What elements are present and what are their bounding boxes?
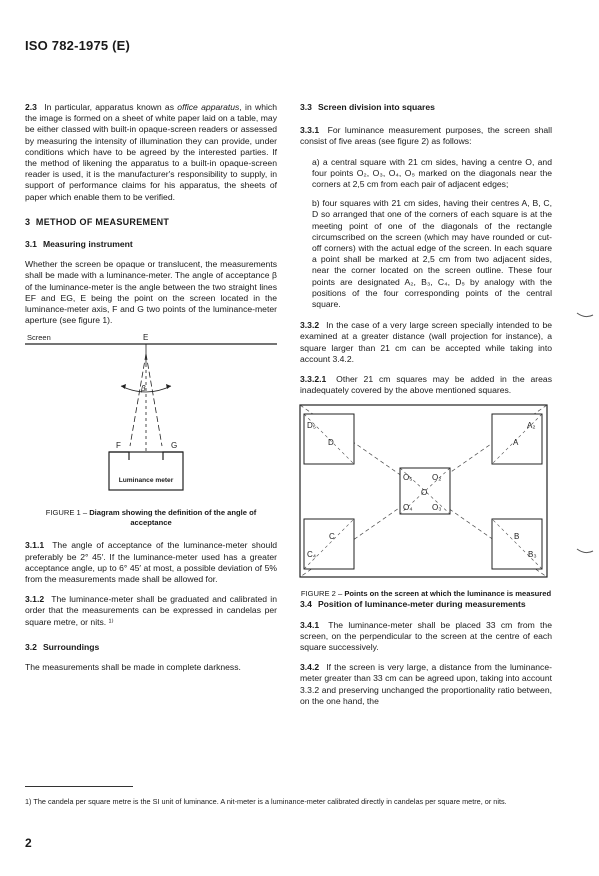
subsection-heading-3-4 [300,599,552,610]
clause-number: 3.4.1 [300,619,320,630]
paragraph-text: For luminance measurement purposes, the screen shall consist of five areas (see figure 2) as follows: [300,125,552,147]
clause-number: 3.1.2 [25,594,45,605]
margin-mark-top [576,310,594,322]
right-column [300,102,552,716]
paragraph-text: The angle of acceptance of the luminance-meter should preferably be 2° 45′. If the luminance-meter used has a greater acceptance angle, up to 6° 45′ at most, a possible deviation of 5% from the measurements made shall be allowed for. [25,540,278,585]
paragraph-text: The luminance-meter shall be placed 33 cm from the screen, on the perpendicular to the screen at the centre of each square successively. [300,619,552,653]
paragraph-3-1-1 [25,540,277,585]
paragraph-text: Other 21 cm squares may be added in the areas inadequately covered by the above mentioned squares. [300,374,552,396]
clause-number: 3.1.1 [25,540,45,551]
paragraph-3-4-2 [300,662,552,707]
beta-label: β [141,384,146,394]
subsection-number: 3.1 [25,239,37,250]
paragraph-text: In particular, apparatus known as [44,102,178,112]
caption-title: Diagram showing the definition of the angle of acceptance [89,507,257,527]
paragraph-3-4-1 [300,620,552,654]
aperture-left [109,452,129,460]
list-item-b: b) four squares with 21 cm sides, having their centres A, B, C, D so arranged that one of the corners of each square is at the meeting point of one of the diagonals of the rectangle circumscribed on the screen (which may have rounded or cut-off corners) with the actual edge of the screen. In each square a point shall be marked at 2,5 cm from two adjacent sides, near the corner located on the screen outline. These four points are designated A₂, B₃, C₄, D₅ by analogy with the positions of the four corresponding points of the central square. [312,198,552,310]
point-o3-label: O₃ [432,503,442,513]
subsection-heading-3-1 [25,239,277,250]
paragraph-3-2: The measurements shall be made in complete darkness. [25,662,241,673]
subsection-title: Surroundings [42,641,100,652]
figure-2 [300,405,552,598]
figure-2-diagram [300,405,552,581]
section-number: 3 [25,216,31,227]
point-a2-label: A₂ [527,421,536,431]
subsection-number: 3.2 [25,641,37,652]
figure-2-caption [300,589,552,599]
point-o4-label: O₄ [403,503,413,513]
clause-number: 3.3.2 [300,320,320,331]
caption-prefix: FIGURE 2 – [300,588,345,598]
margin-mark-bottom [576,546,594,558]
page-number: 2 [25,836,32,850]
point-a-label: A [513,438,519,448]
subsection-heading-3-3 [300,102,552,113]
subsection-number: 3.3 [300,102,312,112]
point-o-label: O [421,488,428,498]
point-b-label: B [514,532,520,542]
screen-label: Screen [27,333,51,343]
paragraph-text: If the screen is very large, a distance from the luminance-meter greater than 33 cm can be agreed upon, taking into account 3.3.2 and preserving unchanged the proportionality ratio between, on the one hand, the [300,662,552,706]
luminance-meter-label: Luminance meter [118,477,174,485]
figure-1 [25,333,277,527]
luminance-meter-box [109,452,183,490]
section-title: METHOD OF MEASUREMENT [35,216,170,227]
subsection-title: Position of luminance-meter during measurements [317,599,526,610]
figure-1-diagram [25,333,277,492]
list-item-a: a) a central square with 21 cm sides, having a centre O, and four points O₂, O₃, O₄, O₅ marked on the diagonals near the corners at 2,5 cm from each pair of adjacent edges; [312,156,552,190]
left-column [25,102,277,682]
paragraph-3-1-2 [25,594,277,628]
point-d-label: D [328,438,334,448]
line-eg [146,354,162,446]
paragraph-text: The luminance-meter shall be graduated and calibrated in order that the measurements can be expressed in candelas per square metre, or nits. ¹⁾ [25,594,277,627]
point-b3-label: B₃ [528,550,537,560]
clause-number: 3.4.2 [300,662,320,673]
italic-term: office apparatus [177,102,240,112]
paragraph-3-3-1 [300,125,552,147]
subsection-heading-3-2 [25,642,277,653]
point-c4-label: C₄ [307,550,317,560]
paragraph-3-3-2 [300,320,552,365]
point-o2-label: O₂ [432,473,442,483]
document-header: ISO 782-1975 (E) [25,38,131,53]
clause-number: 3.3.1 [300,125,320,136]
point-g-label: G [171,441,178,451]
subsection-number: 3.4 [300,599,312,610]
clause-number: 2.3 [25,102,37,112]
point-d5-label: D₅ [307,421,316,431]
point-f-label: F [116,441,121,451]
footnote: 1) The candela per square metre is the SI unit of luminance. A nit-meter is a luminance-meter calibrated directly in candelas per square metre, or nits. [25,797,507,806]
subsection-title: Measuring instrument [42,239,133,250]
point-c-label: C [329,532,335,542]
paragraph-2-3 [25,102,277,203]
subsection-title: Screen division into squares [317,102,435,112]
caption-prefix: FIGURE 1 – [45,507,90,517]
paragraph-text: , in which the image is formed on a sheet of white paper laid on a table, may be either classed with built-in opaque-screen readers or assessed by measuring the intensity of illumination they can provide, under conditions which have to be agreed by the interested parties. If the method of likening the apparatus to a built-in opaque-screen reader is used, it is the manufacturer's responsibility to supply, in support of performance claims for his apparatus, the sheets of paper which enable them to be verified. [25,102,277,202]
line-ef [130,354,146,446]
footnote-rule [25,786,133,787]
caption-title: Points on the screen at which the luminance is measured [344,588,552,598]
aperture-right [163,452,183,460]
paragraph-text: In the case of a very large screen specially intended to be examined at a greater distance (wall projection for instance), a square larger than 21 cm can be accepted while taking into account 3.4.2. [300,320,552,364]
figure-1-caption [25,508,277,528]
point-e-label: E [143,333,149,343]
point-o5-label: O₅ [403,473,413,483]
section-heading-3 [25,217,277,228]
clause-number: 3.3.2.1 [300,374,327,385]
paragraph-3-3-2-1 [300,374,552,396]
paragraph-3-1: Whether the screen be opaque or translucent, the measurements shall be made with a luminance-meter. The angle of acceptance β of the luminance-meter is the angle between the two straight lines EF and EG, E being the point on the screen located in the luminance-meter axis, F and G two points of the luminance-meter aperture (see figure 1). [25,259,277,326]
